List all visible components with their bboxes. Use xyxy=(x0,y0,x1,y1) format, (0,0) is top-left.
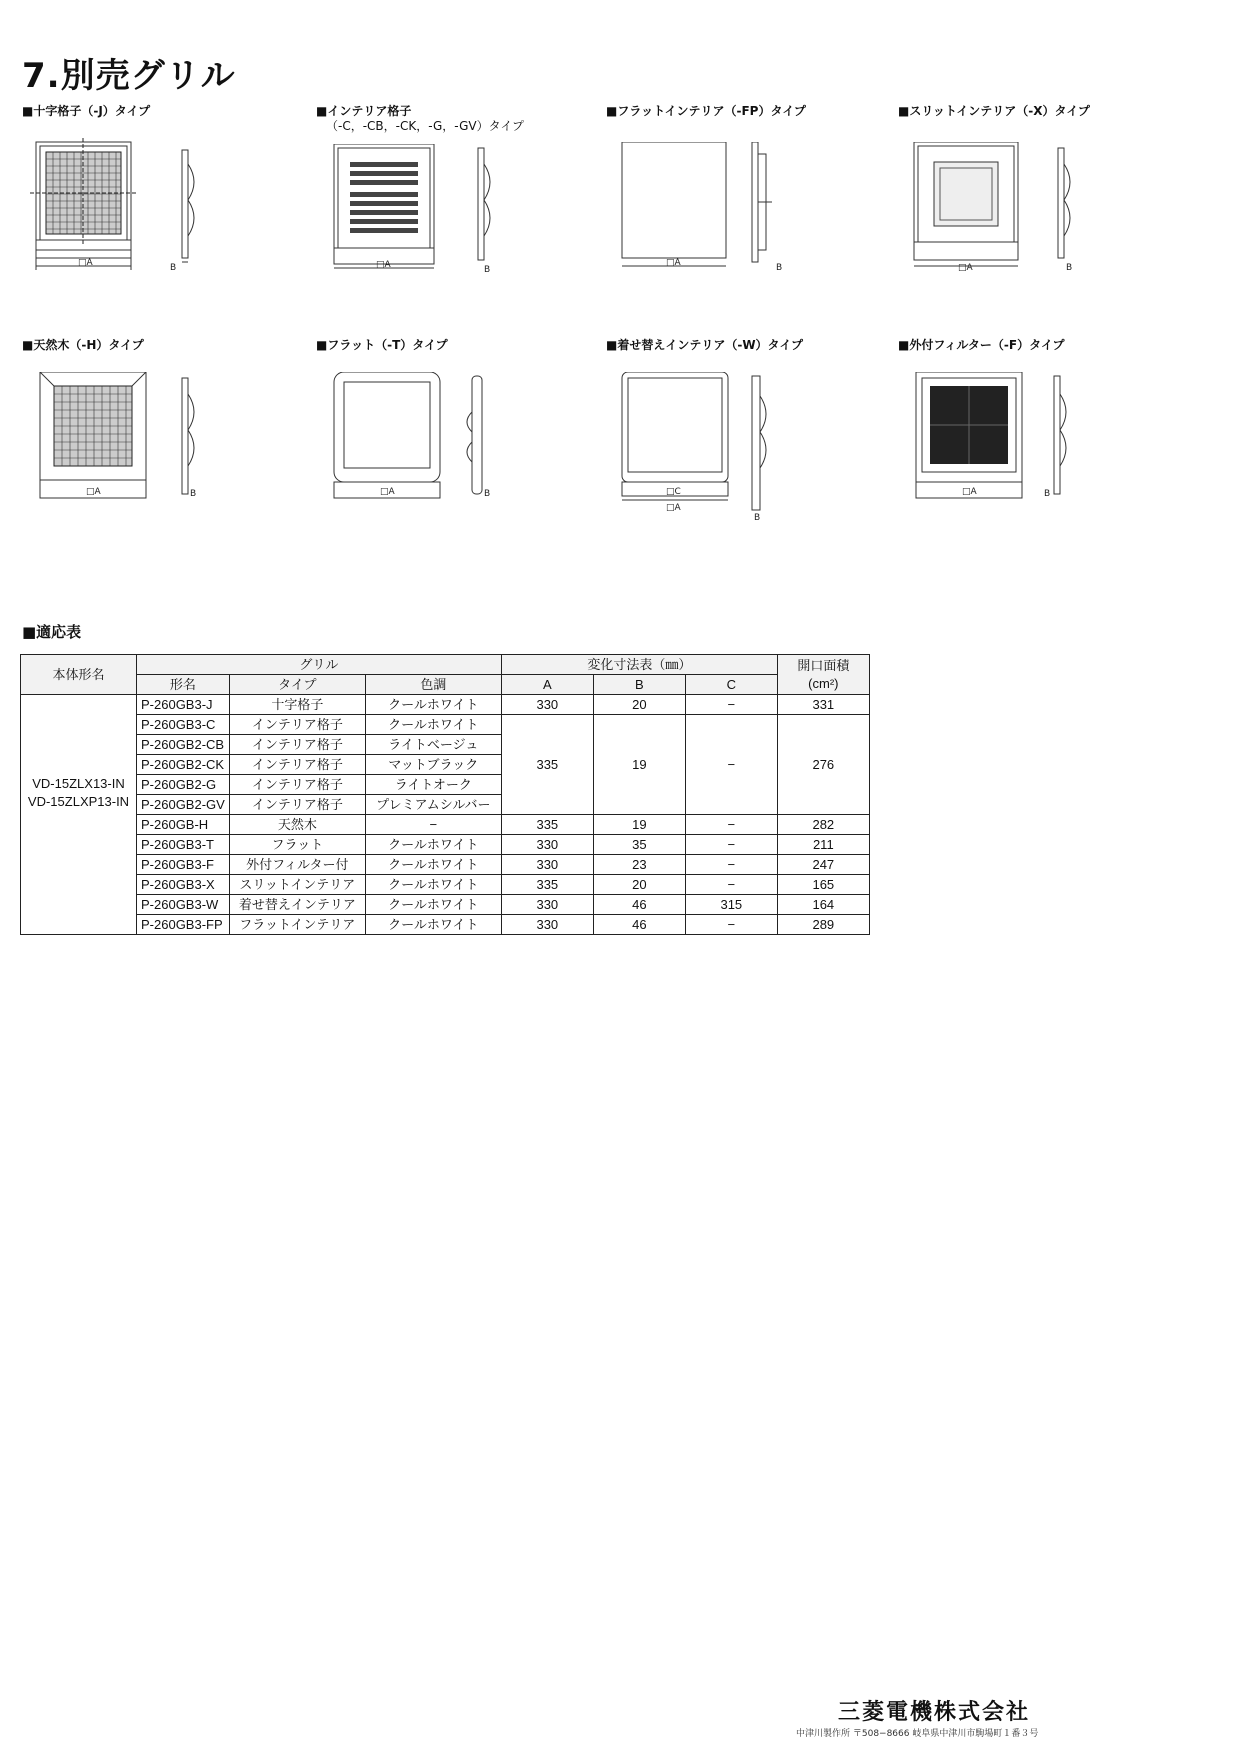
cell-c: − xyxy=(685,835,777,855)
cell-b: 46 xyxy=(593,895,685,915)
cell-b: 19 xyxy=(593,715,685,815)
cell-area: 165 xyxy=(777,875,869,895)
cell-type: フラット xyxy=(229,835,365,855)
cell-type: 天然木 xyxy=(229,815,365,835)
cell-area: 289 xyxy=(777,915,869,935)
body-model-1: VD-15ZLX13-IN xyxy=(32,776,125,791)
cell-type: インテリア格子 xyxy=(229,795,365,815)
header-c: C xyxy=(685,675,777,695)
cell-area: 276 xyxy=(777,715,869,815)
company-address: 中津川製作所 〒508−8666 岐阜県中津川市駒場町１番３号 xyxy=(796,1729,1039,1739)
table-row xyxy=(21,875,870,895)
cell-c: − xyxy=(685,855,777,875)
cell-a: 330 xyxy=(501,695,593,715)
dim-b-label: B xyxy=(1066,263,1073,273)
grille-flat-drawing xyxy=(316,372,516,552)
dim-b-label: B xyxy=(190,489,197,499)
cell-c: − xyxy=(685,815,777,835)
grille-flat xyxy=(316,338,576,548)
cell-model: P-260GB-H xyxy=(137,815,230,835)
cell-model: P-260GB3-W xyxy=(137,895,230,915)
dim-a-label: □A xyxy=(666,503,681,513)
cell-color: クールホワイト xyxy=(365,855,501,875)
cell-color: クールホワイト xyxy=(365,915,501,935)
cell-a: 330 xyxy=(501,915,593,935)
cell-color: クールホワイト xyxy=(365,835,501,855)
grille-caption: ■フラット（-T）タイプ xyxy=(316,338,448,352)
cell-type: インテリア格子 xyxy=(229,735,365,755)
cell-c: − xyxy=(685,715,777,815)
table-row xyxy=(21,835,870,855)
compatibility-table xyxy=(20,654,870,935)
cell-c: 315 xyxy=(685,895,777,915)
grille-caption: ■スリットインテリア（-X）タイプ xyxy=(898,104,1090,118)
cell-a: 335 xyxy=(501,815,593,835)
grille-interior-lattice-drawing xyxy=(316,144,516,324)
cell-color: クールホワイト xyxy=(365,695,501,715)
header-a: A xyxy=(501,675,593,695)
cell-type: フラットインテリア xyxy=(229,915,365,935)
cell-b: 19 xyxy=(593,815,685,835)
dim-c-label: □C xyxy=(666,487,681,497)
header-open-area xyxy=(777,655,869,695)
header-color: 色調 xyxy=(365,675,501,695)
cell-area: 164 xyxy=(777,895,869,915)
cell-model: P-260GB3-FP xyxy=(137,915,230,935)
cell-model: P-260GB3-C xyxy=(137,715,230,735)
cell-a: 335 xyxy=(501,715,593,815)
cell-b: 23 xyxy=(593,855,685,875)
cell-area: 331 xyxy=(777,695,869,715)
cell-color: − xyxy=(365,815,501,835)
grille-slit-interior-drawing xyxy=(898,142,1098,322)
cell-type: インテリア格子 xyxy=(229,775,365,795)
dim-a-label: □A xyxy=(666,258,681,268)
table-row xyxy=(21,695,870,715)
grille-caption: ■インテリア格子 xyxy=(316,104,412,118)
cell-model: P-260GB2-G xyxy=(137,775,230,795)
cell-model: P-260GB3-F xyxy=(137,855,230,875)
body-model-2: VD-15ZLXP13-IN xyxy=(27,794,130,809)
grille-flat-interior xyxy=(606,104,866,314)
header-model: 形名 xyxy=(137,675,230,695)
cell-b: 20 xyxy=(593,695,685,715)
dim-a-label: □A xyxy=(380,487,395,497)
grille-cross-lattice-drawing xyxy=(22,134,222,314)
grille-caption-sub: （-C，-CB，-CK，-G，-GV）タイプ xyxy=(326,119,524,133)
cell-b: 35 xyxy=(593,835,685,855)
body-model-cell xyxy=(21,695,137,935)
grille-changeable-interior-drawing xyxy=(606,372,806,552)
grille-external-filter xyxy=(898,338,1158,548)
company-name: 三菱電機株式会社 xyxy=(838,1700,1031,1725)
table-row xyxy=(21,915,870,935)
header-open-area-label: 開口面積 xyxy=(797,657,850,673)
cell-type: 十字格子 xyxy=(229,695,365,715)
dim-a-label: □A xyxy=(958,263,973,273)
grille-interior-lattice xyxy=(316,104,576,314)
cell-color: ライトオーク xyxy=(365,775,501,795)
dim-a-label: □A xyxy=(86,487,101,497)
section-title-compatibility: ■適応表 xyxy=(22,623,82,641)
cell-color: クールホワイト xyxy=(365,715,501,735)
cell-type: 外付フィルター付 xyxy=(229,855,365,875)
cell-b: 20 xyxy=(593,875,685,895)
grille-caption: ■着せ替えインテリア（-W）タイプ xyxy=(606,338,803,352)
header-b: B xyxy=(593,675,685,695)
cell-color: ライトベージュ xyxy=(365,735,501,755)
cell-area: 211 xyxy=(777,835,869,855)
cell-b: 46 xyxy=(593,915,685,935)
dim-b-label: B xyxy=(484,489,491,499)
cell-model: P-260GB3-T xyxy=(137,835,230,855)
cell-model: P-260GB2-CK xyxy=(137,755,230,775)
header-dims: 変化寸法表（㎜） xyxy=(501,655,777,675)
cell-area: 247 xyxy=(777,855,869,875)
grille-caption: ■天然木（-H）タイプ xyxy=(22,338,144,352)
cell-model: P-260GB2-GV xyxy=(137,795,230,815)
header-open-area-unit: (cm²) xyxy=(808,675,839,691)
cell-model: P-260GB3-X xyxy=(137,875,230,895)
dim-a-label: □A xyxy=(78,258,93,268)
grille-natural-wood-drawing xyxy=(22,372,222,552)
grille-flat-interior-drawing xyxy=(606,142,806,322)
cell-color: クールホワイト xyxy=(365,895,501,915)
cell-c: − xyxy=(685,875,777,895)
cell-color: マットブラック xyxy=(365,755,501,775)
cell-color: プレミアムシルバー xyxy=(365,795,501,815)
grille-slit-interior xyxy=(898,104,1158,314)
cell-color: クールホワイト xyxy=(365,875,501,895)
page-title: 7.別売グリル xyxy=(22,56,236,96)
cell-a: 335 xyxy=(501,875,593,895)
cell-model: P-260GB2-CB xyxy=(137,735,230,755)
cell-model: P-260GB3-J xyxy=(137,695,230,715)
header-body-model: 本体形名 xyxy=(21,655,137,695)
table-row xyxy=(21,895,870,915)
cell-area: 282 xyxy=(777,815,869,835)
cell-type: インテリア格子 xyxy=(229,715,365,735)
table-row xyxy=(21,855,870,875)
cell-type: 着せ替えインテリア xyxy=(229,895,365,915)
cell-type: インテリア格子 xyxy=(229,755,365,775)
dim-a-label: □A xyxy=(962,487,977,497)
header-type: タイプ xyxy=(229,675,365,695)
cell-a: 330 xyxy=(501,835,593,855)
cell-a: 330 xyxy=(501,855,593,875)
grille-caption: ■十字格子（-J）タイプ xyxy=(22,104,151,118)
grille-caption: ■外付フィルター（-F）タイプ xyxy=(898,338,1065,352)
dim-b-label: B xyxy=(1044,489,1051,499)
dim-b-label: B xyxy=(776,263,783,273)
grille-cross-lattice xyxy=(22,104,282,314)
cell-c: − xyxy=(685,695,777,715)
cell-type: スリットインテリア xyxy=(229,875,365,895)
cell-c: − xyxy=(685,915,777,935)
grille-external-filter-drawing xyxy=(898,372,1098,552)
dim-b-label: B xyxy=(170,263,177,273)
dim-b-label: B xyxy=(754,513,761,523)
dim-a-label: □A xyxy=(376,260,391,270)
dim-b-label: B xyxy=(484,265,491,275)
table-row xyxy=(21,815,870,835)
grille-changeable-interior xyxy=(606,338,866,548)
grille-caption: ■フラットインテリア（-FP）タイプ xyxy=(606,104,806,118)
header-grille: グリル xyxy=(137,655,502,675)
grille-natural-wood xyxy=(22,338,282,548)
table-row xyxy=(21,715,870,735)
cell-a: 330 xyxy=(501,895,593,915)
